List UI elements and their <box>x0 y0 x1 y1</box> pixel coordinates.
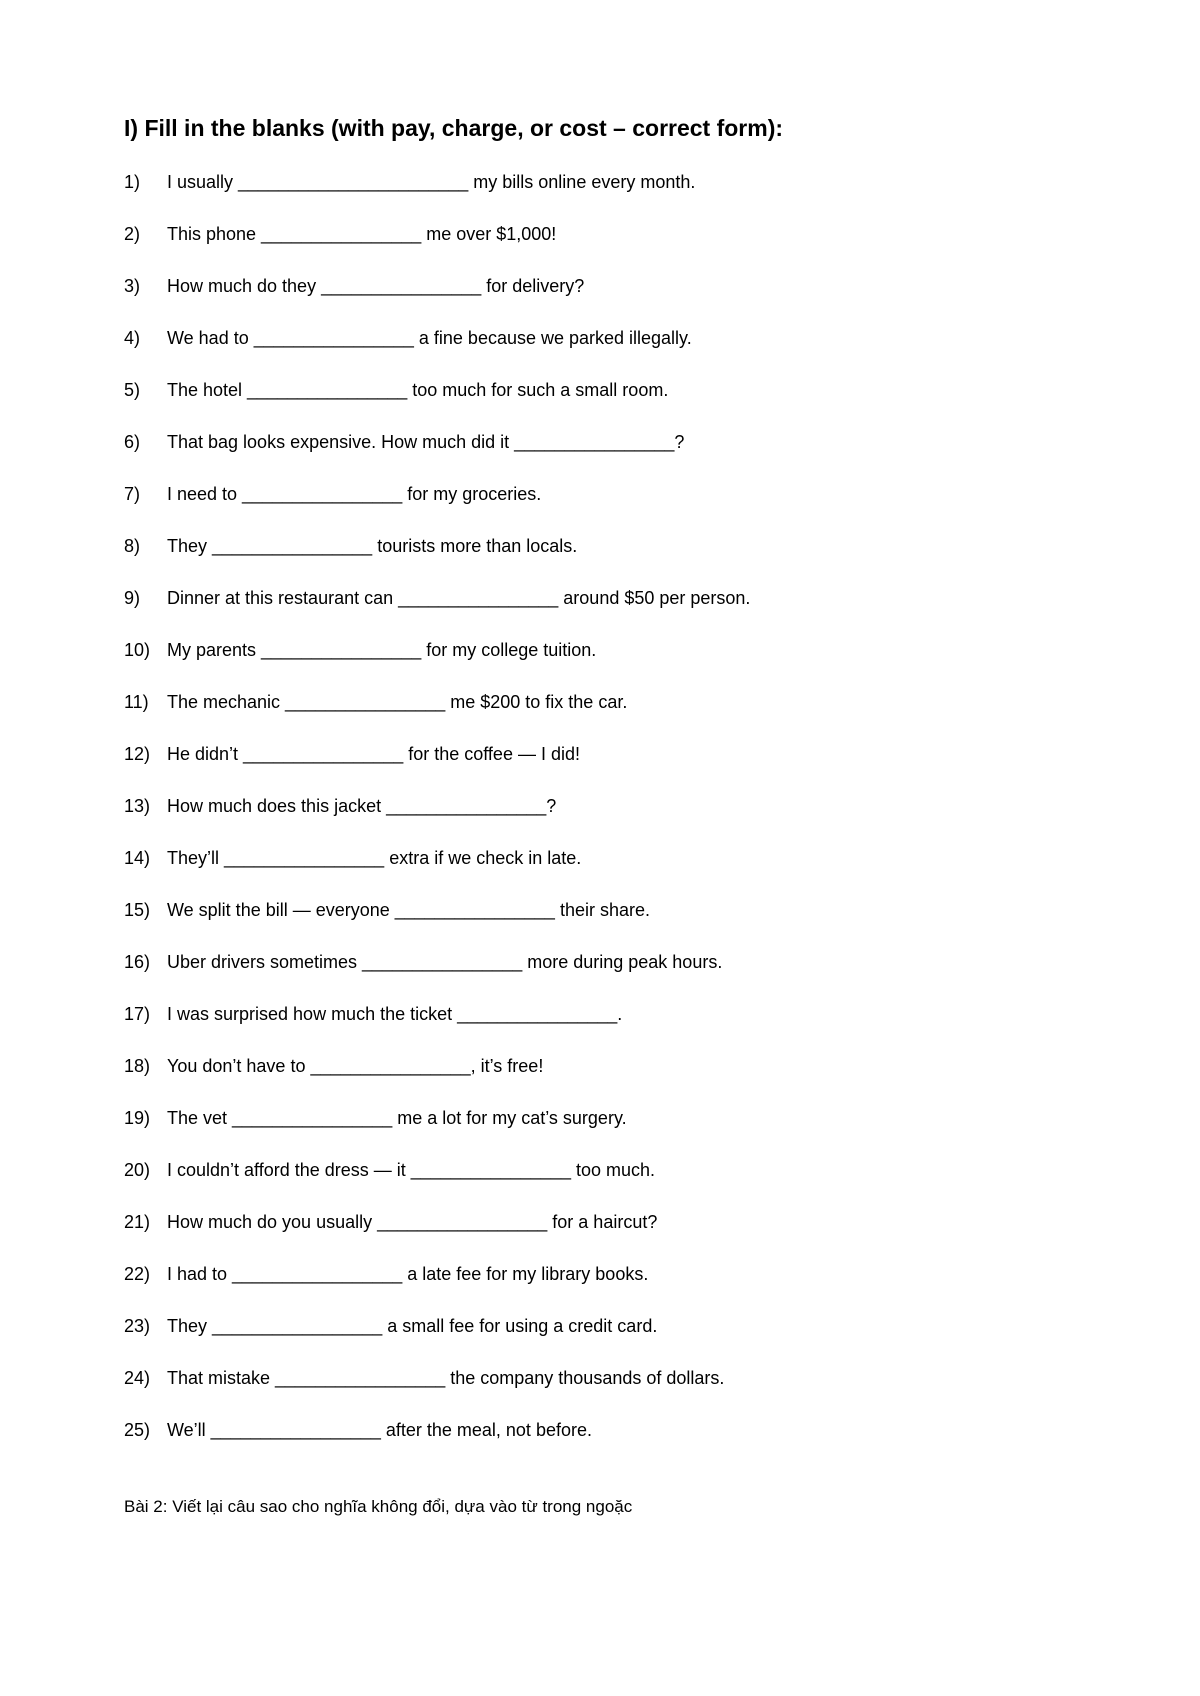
item-number: 21) <box>124 1212 151 1232</box>
item-number: 25) <box>124 1420 151 1440</box>
item-number: 17) <box>124 1004 151 1024</box>
item-text: The mechanic ________________ me $200 to fix the car. <box>167 692 628 712</box>
list-item <box>124 690 1124 742</box>
item-text: We split the bill — everyone ________________ their share. <box>167 900 650 920</box>
item-number: 20) <box>124 1160 151 1180</box>
item-number: 10) <box>124 640 151 660</box>
item-text: That mistake _________________ the company thousands of dollars. <box>167 1368 725 1388</box>
list-item <box>124 222 1124 274</box>
item-text: He didn’t ________________ for the coffee — I did! <box>167 744 580 764</box>
item-number: 23) <box>124 1316 151 1336</box>
list-item <box>124 1314 1124 1366</box>
list-item <box>124 846 1124 898</box>
list-item <box>124 794 1124 846</box>
exercise-list <box>124 170 1124 1470</box>
list-item <box>124 1210 1124 1262</box>
exercise-heading: I) Fill in the blanks (with pay, charge, or cost – correct form): <box>124 115 784 141</box>
item-number: 16) <box>124 952 151 972</box>
item-text: How much do they ________________ for delivery? <box>167 276 585 296</box>
item-number: 13) <box>124 796 151 816</box>
item-number: 14) <box>124 848 151 868</box>
item-number: 19) <box>124 1108 151 1128</box>
section-2-heading: Bài 2: Viết lại câu sao cho nghĩa không đổi, dựa vào từ trong ngoặc <box>124 1497 633 1516</box>
item-text: I usually _______________________ my bills online every month. <box>167 172 696 192</box>
item-number: 18) <box>124 1056 151 1076</box>
list-item <box>124 638 1124 690</box>
item-text: We had to ________________ a fine because we parked illegally. <box>167 328 692 348</box>
item-number: 3) <box>124 276 141 296</box>
item-text: My parents ________________ for my college tuition. <box>167 640 597 660</box>
list-item <box>124 430 1124 482</box>
item-text: That bag looks expensive. How much did it ________________? <box>167 432 685 452</box>
list-item <box>124 1418 1124 1470</box>
item-number: 8) <box>124 536 141 556</box>
item-text: How much do you usually _________________ for a haircut? <box>167 1212 658 1232</box>
item-text: They _________________ a small fee for using a credit card. <box>167 1316 658 1336</box>
list-item <box>124 326 1124 378</box>
item-number: 1) <box>124 172 141 192</box>
item-number: 4) <box>124 328 141 348</box>
item-text: The hotel ________________ too much for such a small room. <box>167 380 669 400</box>
list-item <box>124 898 1124 950</box>
item-text: How much does this jacket ________________? <box>167 796 557 816</box>
item-number: 22) <box>124 1264 151 1284</box>
item-text: They’ll ________________ extra if we check in late. <box>167 848 582 868</box>
item-number: 24) <box>124 1368 151 1388</box>
item-text: Dinner at this restaurant can ________________ around $50 per person. <box>167 588 751 608</box>
list-item <box>124 1262 1124 1314</box>
item-number: 9) <box>124 588 141 608</box>
item-number: 6) <box>124 432 141 452</box>
list-item <box>124 274 1124 326</box>
item-text: I was surprised how much the ticket ________________. <box>167 1004 623 1024</box>
list-item <box>124 378 1124 430</box>
item-text: I couldn’t afford the dress — it ________________ too much. <box>167 1160 656 1180</box>
item-text: They ________________ tourists more than locals. <box>167 536 578 556</box>
list-item <box>124 1054 1124 1106</box>
list-item <box>124 950 1124 1002</box>
item-number: 11) <box>124 692 149 712</box>
list-item <box>124 1366 1124 1418</box>
list-item <box>124 742 1124 794</box>
item-text: Uber drivers sometimes ________________ more during peak hours. <box>167 952 723 972</box>
item-text: The vet ________________ me a lot for my cat’s surgery. <box>167 1108 627 1128</box>
list-item <box>124 534 1124 586</box>
item-text: This phone ________________ me over $1,000! <box>167 224 557 244</box>
item-text: We’ll _________________ after the meal, not before. <box>167 1420 592 1440</box>
item-text: I had to _________________ a late fee for my library books. <box>167 1264 649 1284</box>
item-number: 7) <box>124 484 141 504</box>
item-number: 12) <box>124 744 151 764</box>
item-text: I need to ________________ for my groceries. <box>167 484 542 504</box>
list-item <box>124 1002 1124 1054</box>
list-item <box>124 482 1124 534</box>
item-text: You don’t have to ________________, it’s free! <box>167 1056 544 1076</box>
item-number: 5) <box>124 380 141 400</box>
list-item <box>124 1106 1124 1158</box>
list-item <box>124 170 1124 222</box>
item-number: 15) <box>124 900 151 920</box>
list-item <box>124 1158 1124 1210</box>
list-item <box>124 586 1124 638</box>
item-number: 2) <box>124 224 141 244</box>
